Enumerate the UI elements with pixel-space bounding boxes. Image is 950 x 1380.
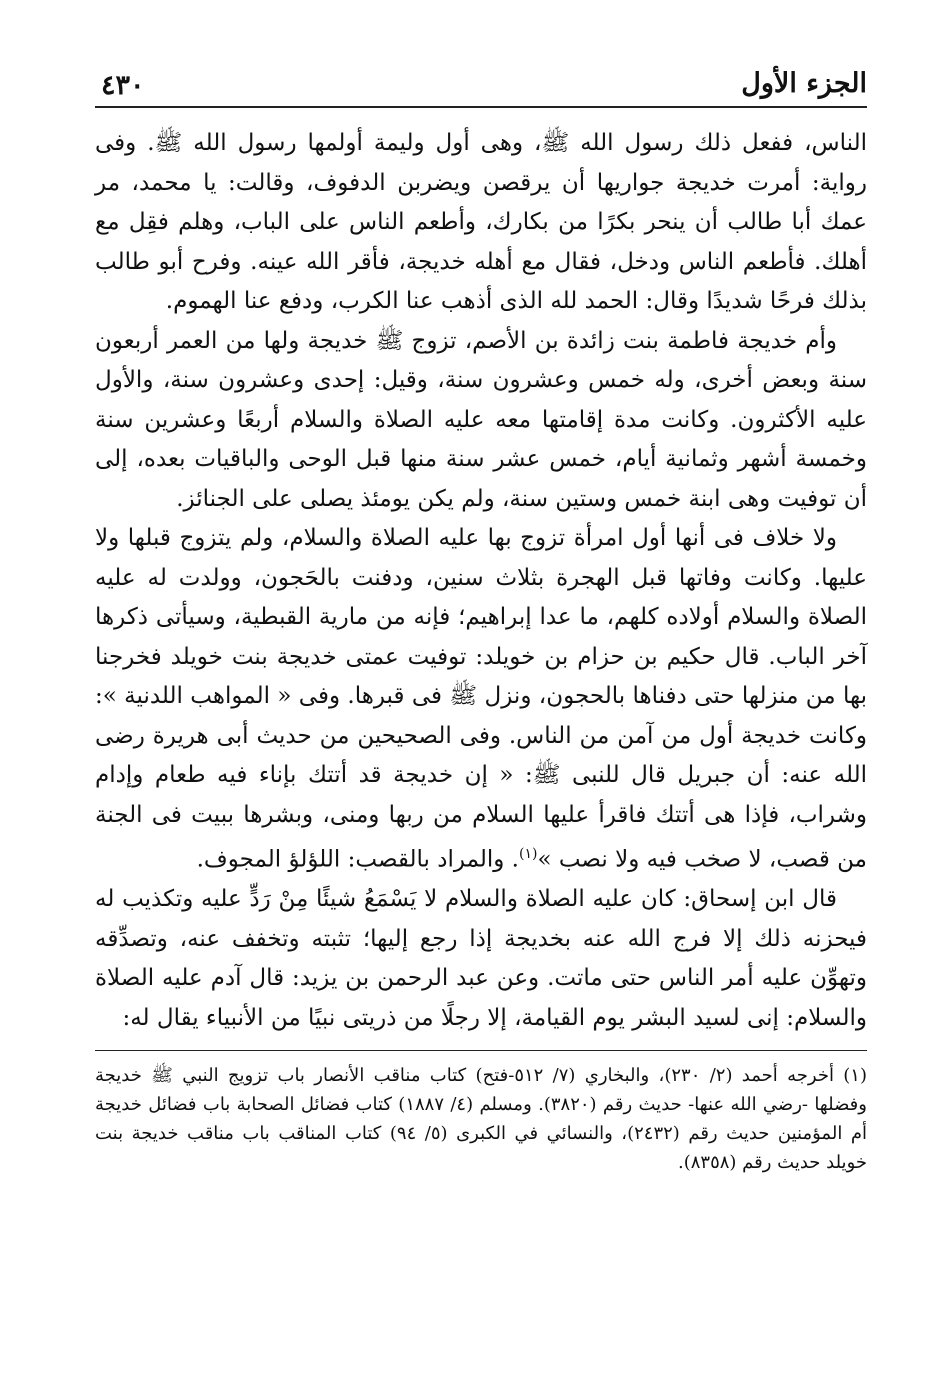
running-title: الجزء الأول (741, 68, 867, 99)
footnote-separator (95, 1050, 867, 1051)
paragraph-3-tail: . والمراد بالقصب: اللؤلؤ المجوف. (196, 846, 519, 873)
footnote-reference[interactable]: (١) (519, 846, 538, 862)
page-header (95, 58, 867, 108)
page-number: ٤٣٠ (101, 70, 145, 101)
header-rule (95, 106, 867, 108)
book-page (95, 58, 867, 1177)
paragraph-2: وأم خديجة فاطمة بنت زائدة بن الأصم، تزوج ﷺ خديجة ولها من العمر أربعون سنة وبعض أخرى، وله خمس وعشرون سنة، وقيل: إحدى وعشرون سنة، والأول عليه الأكثرون. وكانت مدة إقامتها معه عليه الصلاة والسلام أربعًا وعشرين سنة وخمسة أشهر وثمانية أيام، خمس عشر سنة منها قبل الوحى والباقيات بعده، إلى أن توفيت وهى ابنة خمس وستين سنة، ولم يكن يومئذ يصلى على الجنائز. (95, 327, 867, 512)
paragraph-4: قال ابن إسحاق: كان عليه الصلاة والسلام لا يَسْمَعُ شيئًا مِنْ رَدٍّ عليه وتكذيب له فيحزنه ذلك إلا فرج الله عنه بخديجة إذا رجع إليها؛ تثبته وتخفف عنه، وتصدِّقه وتهوِّن عليه أمر الناس حتى ماتت. وعن عبد الرحمن بن يزيد: قال آدم عليه الصلاة والسلام: إنى لسيد البشر يوم القيامة، إلا رجلًا من ذريتى نبيًا من الأنبياء يقال له: (95, 886, 867, 1031)
footnotes (95, 1061, 867, 1177)
main-text (95, 124, 867, 1038)
paragraph-1: الناس، ففعل ذلك رسول الله ﷺ، وهى أول وليمة أولمها رسول الله ﷺ. وفى رواية: أمرت خديجة جواريها أن يرقصن ويضربن الدفوف، وقالت: يا محمد، مر عمك أبا طالب أن ينحر بكرًا من بكارك، وأطعم الناس على الباب، وهلم فقِل مع أهلك. فأطعم الناس ودخل، فقال مع أهله خديجة، فأقر الله عينه. وفرح أبو طالب بذلك فرحًا شديدًا وقال: الحمد لله الذى أذهب عنا الكرب، ودفع عنا الهموم. (95, 130, 867, 314)
footnote-1: (١) أخرجه أحمد (٢/ ٢٣٠)، والبخاري (٧/ ٥١٢-فتح) كتاب مناقب الأنصار باب تزويج النبي ﷺ خديجة وفضلها -رضي الله عنها- حديث رقم (٣٨٢٠). ومسلم (٤/ ١٨٨٧) كتاب فضائل الصحابة باب فضائل خديجة أم المؤمنين حديث رقم (٢٤٣٢)، والنسائي في الكبرى (٥/ ٩٤) كتاب المناقب باب مناقب خديجة بنت خويلد حديث رقم (٨٣٥٨). (95, 1065, 867, 1174)
paragraph-3 (95, 519, 867, 880)
paragraph-3-text: ولا خلاف فى أنها أول امرأة تزوج بها عليه الصلاة والسلام، ولم يتزوج قبلها ولا عليها. وكانت وفاتها قبل الهجرة بثلاث سنين، ودفنت بالحَجون، وولدت له عليه الصلاة والسلام أولاده كلهم، ما عدا إبراهيم؛ فإنه من مارية القبطية، وسيأتى ذكرها آخر الباب. قال حكيم بن حزام بن خويلد: توفيت عمتى خديجة بنت خويلد فخرجنا بها من منزلها حتى دفناها بالحجون، ونزل ﷺ فى قبرها. وفى « المواهب اللدنية »: وكانت خديجة أول من آمن من الناس. وفى الصحيحين من حديث أبى هريرة رضى الله عنه: أن جبريل قال للنبى ﷺ: « إن خديجة قد أتتك بإناء فيه طعام وإدام وشراب، فإذا هى أتتك فاقرأ عليها السلام من ربها ومنى، وبشرها ببيت فى الجنة من قصب، لا صخب فيه ولا نصب » (95, 525, 867, 873)
